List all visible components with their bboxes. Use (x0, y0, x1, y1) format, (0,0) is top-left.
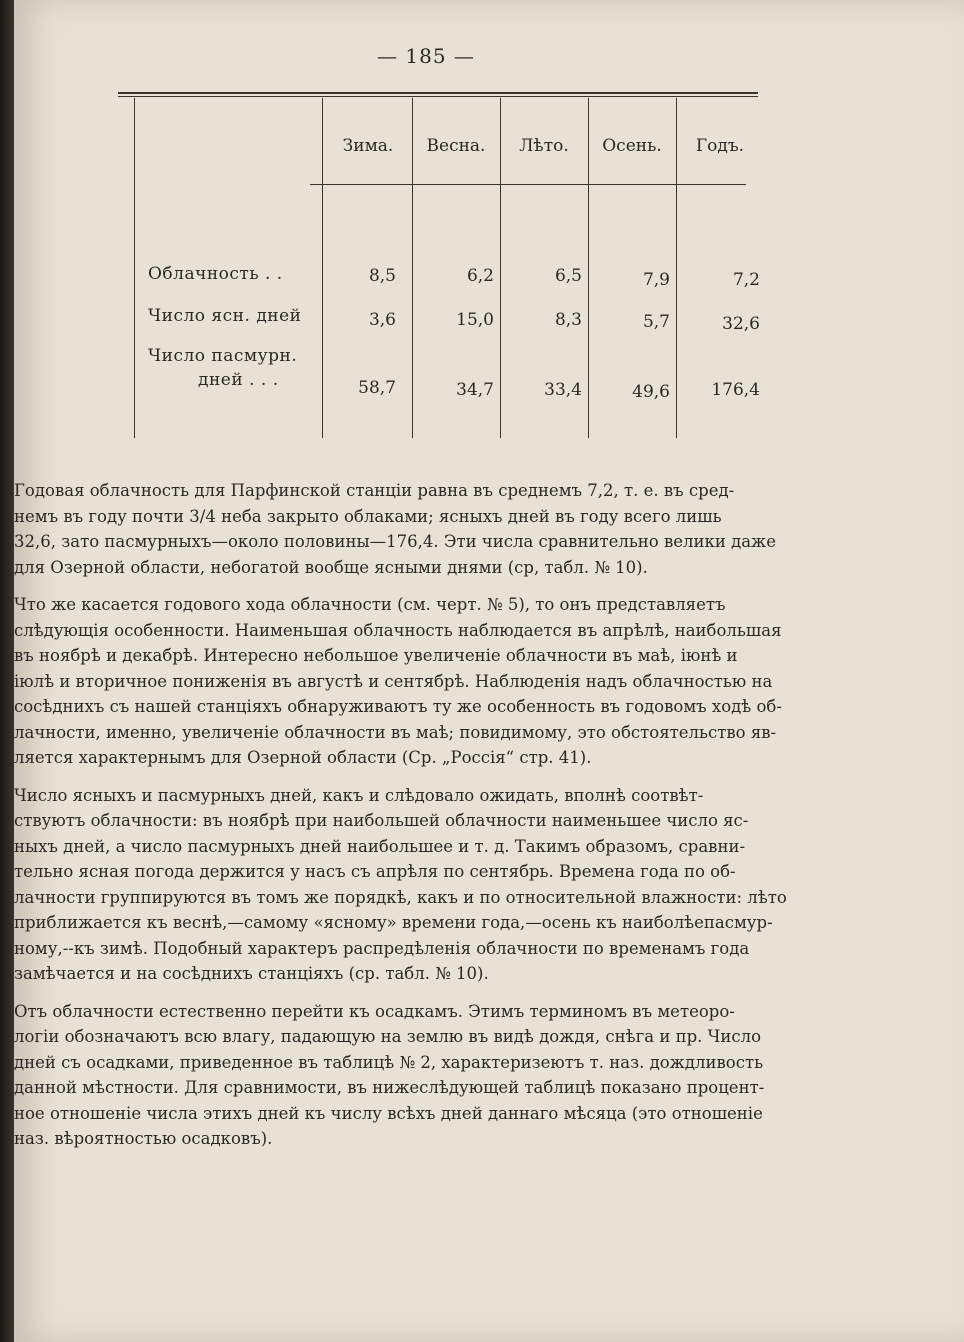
table-top-rule-thin (118, 96, 758, 97)
col-header-winter: Зима. (342, 136, 394, 156)
text-line: 32,6, зато пасмурныхъ—около половины—176,4. Эти числа сравнительно велики даже (14, 532, 777, 551)
text-line: ное отношеніе числа этихъ дней къ числу всѣхъ дней даннаго мѣсяца (это отношеніе (14, 1103, 763, 1123)
text-line: ныхъ дней, а число пасмурныхъ дней наибольшее и т. д. Такимъ образомъ, сравни- (14, 836, 746, 856)
body-text (14, 478, 848, 1164)
text-line: ному,--къ зимѣ. Подобный характеръ распредѣленія облачности по временамъ года (14, 938, 750, 958)
table-cell: 3,6 (368, 310, 396, 330)
table-top-rule (118, 92, 758, 94)
text-line: ляется характернымъ для Озерной области (Ср. „Россія“ стр. 41). (14, 748, 592, 767)
book-spine (0, 0, 14, 1342)
table-border-left (134, 98, 135, 438)
paragraph-annual-course (14, 592, 848, 771)
table-cell: 32,6 (722, 314, 760, 334)
text-line: наз. вѣроятностью осадковъ). (14, 1129, 273, 1148)
table-cell: 34,7 (456, 380, 494, 400)
climate-table (118, 88, 758, 438)
col-header-year: Годъ. (695, 136, 745, 156)
text-line: ствуютъ облачности: въ ноябрѣ при наибольшей облачности наименьшее число яс- (14, 811, 749, 830)
text-line: дней съ осадками, приведенное въ таблицѣ № 2, характеризеютъ т. наз. дождливость (14, 1052, 764, 1072)
text-line: сосѣднихъ съ нашей станціяхъ обнаруживаютъ ту же особенность въ годовомъ ходѣ об- (14, 697, 782, 716)
table-header-rule (310, 184, 746, 185)
text-line: немъ въ году почти 3/4 неба закрыто облаками; ясныхъ дней въ году всего лишь (14, 506, 722, 526)
text-line: данной мѣстности. Для сравнимости, въ нижеслѣдующей таблицѣ показано процент- (14, 1078, 765, 1097)
text-line: лачности группируются въ томъ же порядкѣ, какъ и по относительной влажности: лѣто (14, 887, 787, 907)
table-cell: 8,3 (554, 310, 582, 330)
text-line: логіи обозначаютъ всю влагу, падающую на землю въ видѣ дождя, снѣга и пр. Число (14, 1027, 762, 1046)
paragraph-annual-cloudiness (14, 478, 848, 580)
table-cell: 5,7 (642, 312, 670, 332)
table-cell: 7,9 (642, 270, 670, 290)
col-header-autumn: Осень. (602, 136, 662, 156)
text-line: слѣдующія особенности. Наименьшая облачность наблюдается въ апрѣлѣ, наибольшая (14, 620, 782, 640)
table-cell: 8,5 (368, 266, 396, 286)
table-cell: 7,2 (732, 270, 760, 290)
row-label-cloudiness: Облачность . . (148, 264, 283, 284)
text-line: Число ясныхъ и пасмурныхъ дней, какъ и слѣдовало ожидать, вполнѣ соотвѣт- (14, 785, 704, 805)
table-cell: 6,2 (466, 266, 494, 286)
text-line: лачности, именно, увеличеніе облачности въ маѣ; повидимому, это обстоятельство яв- (14, 722, 777, 742)
col-header-summer: Лѣто. (519, 136, 569, 156)
text-line: для Озерной области, небогатой вообще ясными днями (ср, табл. № 10). (14, 557, 648, 577)
text-line: іюлѣ и вторичное пониженія въ августѣ и сентябрѣ. Наблюденія надъ облачностью на (14, 671, 773, 691)
table-cell: 176,4 (711, 380, 760, 400)
paragraph-precipitation (14, 999, 848, 1152)
paragraph-clear-overcast-days (14, 783, 848, 987)
row-label-overcast-days-cont: дней . . . (198, 370, 279, 390)
table-cell: 33,4 (544, 380, 582, 400)
table-cell: 58,7 (358, 378, 396, 398)
text-line: Что же касается годового хода облачности (см. черт. № 5), то онъ представляетъ (14, 595, 726, 614)
text-line: Отъ облачности естественно перейти къ осадкамъ. Этимъ терминомъ въ метеоро- (14, 1001, 735, 1021)
table-cell: 6,5 (554, 266, 582, 286)
text-line: тельно ясная погода держится у насъ съ апрѣля по сентябрь. Времена года по об- (14, 862, 736, 881)
text-line: въ ноябрѣ и декабрѣ. Интересно небольшое увеличеніе облачности въ маѣ, іюнѣ и (14, 646, 738, 665)
document-page (14, 0, 964, 1342)
table-cell: 15,0 (456, 310, 494, 330)
table-cell: 49,6 (632, 382, 670, 402)
col-header-spring: Весна. (426, 136, 486, 156)
page-number: — 185 — (377, 44, 475, 68)
text-line: замѣчается и на сосѣднихъ станціяхъ (ср. табл. № 10). (14, 964, 489, 983)
row-label-clear-days: Число ясн. дней (148, 306, 302, 326)
text-line: Годовая облачность для Парфинской станціи равна въ среднемъ 7,2, т. е. въ сред- (14, 481, 735, 500)
row-label-overcast-days: Число пасмурн. (148, 346, 298, 366)
text-line: приближается къ веснѣ,—самому «ясному» времени года,—осень къ наиболѣепасмур- (14, 913, 773, 932)
